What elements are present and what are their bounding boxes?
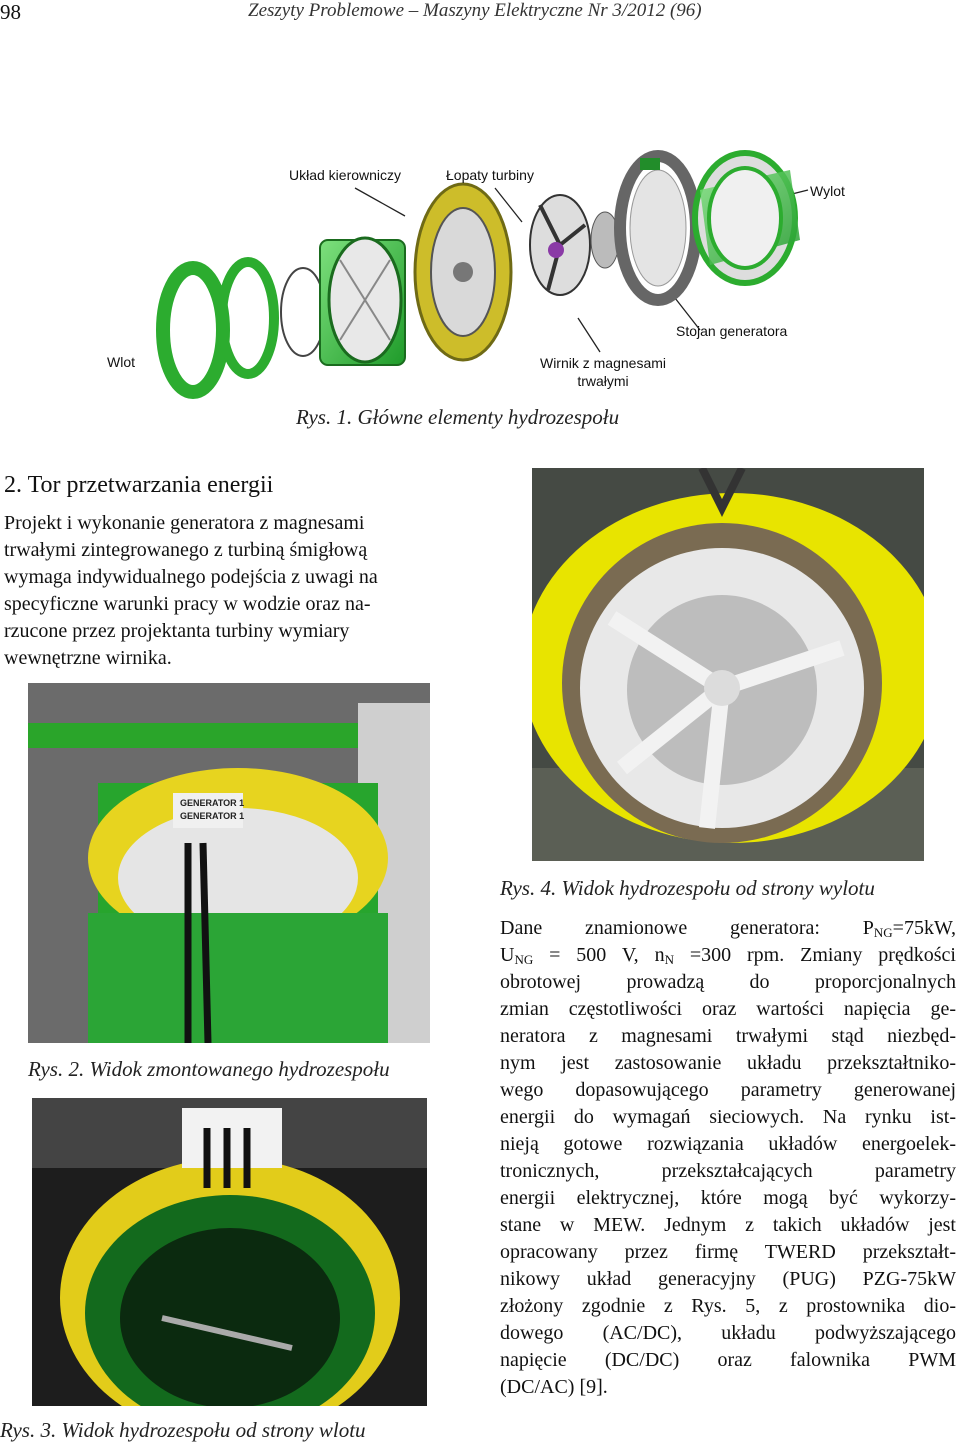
label-turbine-blades: Łopaty turbiny: [446, 167, 534, 183]
assembled-unit-image: [28, 683, 430, 1043]
outlet-view-image: [532, 468, 924, 861]
paragraph-line: napięcie (DC/DC) oraz falownika PWM: [500, 1349, 956, 1371]
rated-voltage-line: $U_{NG} = 500$ V, $n_N =300$ rpm. Zmiany prędkości: [500, 944, 956, 967]
label-rotor-line2: trwałymi: [577, 373, 629, 389]
rated-power-line: Dane znamionowe generatora: $P_{NG}=75kW$,: [500, 917, 956, 940]
paragraph-line: neratora z magnesami trwałymi stąd niezbęd-: [500, 1025, 956, 1047]
paragraph-line: dowego (AC/DC), układu podwyższającego: [500, 1322, 956, 1344]
paragraph-line: nym jest zastosowanie układu przekształtniko-: [500, 1052, 956, 1074]
paragraph-line: stane w MEW. Jednym z takich układów jest: [500, 1214, 956, 1236]
label-inlet: Wlot: [107, 354, 135, 370]
figure-1: [0, 0, 960, 440]
label-rotor: [533, 354, 673, 390]
paragraph-line: nieją gotowe rozwiązania układów energoelek-: [500, 1133, 956, 1155]
paragraph-line: zmian częstotliwości oraz wartości napięcia ge-: [500, 998, 956, 1020]
exploded-view-diagram: [0, 0, 960, 440]
paragraph-line: wymaga indywidualnego podejścia z uwagi na: [4, 566, 378, 588]
label-rotor-line1: Wirnik z magnesami: [539, 355, 667, 371]
figure-2-photo: [28, 683, 430, 1043]
paragraph-line: wego dopasowującego parametry generowanej: [500, 1079, 956, 1101]
paragraph-line: nikowy układ generacyjny (PUG) PZG-75kW: [500, 1268, 956, 1290]
paragraph-line: opracowany przez firmę TWERD przekształt-: [500, 1241, 956, 1263]
paragraph-line: (DC/AC) [9].: [500, 1376, 608, 1398]
paragraph-line: tronicznych, przekształcających parametry: [500, 1160, 956, 1182]
paragraph-line: energii elektrycznej, które mogą być wykorzy-: [500, 1187, 956, 1209]
figure-3-photo: [32, 1098, 427, 1406]
label-guide-vanes: Układ kierowniczy: [289, 167, 402, 183]
label-stator: Stojan generatora: [676, 323, 788, 339]
figure-1-caption: Rys. 1. Główne elementy hydrozespołu: [296, 405, 620, 429]
paragraph-line: złożony zgodnie z Rys. 5, z prostownika dio-: [500, 1295, 956, 1317]
inlet-view-image: [32, 1098, 427, 1406]
figure-3-caption: Rys. 3. Widok hydrozespołu od strony wlotu: [0, 1418, 366, 1442]
paragraph-line: energii do wymagań sieciowych. Na rynku ist-: [500, 1106, 956, 1128]
paragraph-line: wewnętrzne wirnika.: [4, 647, 172, 669]
figure-2-caption: Rys. 2. Widok zmontowanego hydrozespołu: [28, 1057, 390, 1081]
journal-header: Zeszyty Problemowe – Maszyny Elektryczne Nr 3/2012 (96): [248, 0, 702, 21]
generator-plate: GENERATOR 1 GENERATOR 1: [180, 798, 245, 821]
paragraph-line: specyficzne warunki pracy w wodzie oraz na-: [4, 593, 371, 615]
paragraph-line: trwałymi zintegrowanego z turbiną śmigłową: [4, 539, 368, 561]
figure-4-caption: Rys. 4. Widok hydrozespołu od strony wylotu: [500, 876, 875, 900]
page-number: 98: [0, 0, 21, 24]
section-title: 2. Tor przetwarzania energii: [4, 472, 274, 498]
label-outlet: Wylot: [810, 183, 845, 199]
paragraph-line: Projekt i wykonanie generatora z magnesami: [4, 512, 365, 534]
right-column-text: [500, 915, 956, 1401]
paragraph-line: obrotowej prowadzą do proporcjonalnych: [500, 971, 956, 993]
figure-4-photo: [532, 468, 924, 861]
section-paragraph: [4, 510, 458, 672]
paragraph-line: rzucone przez projektanta turbiny wymiary: [4, 620, 350, 642]
